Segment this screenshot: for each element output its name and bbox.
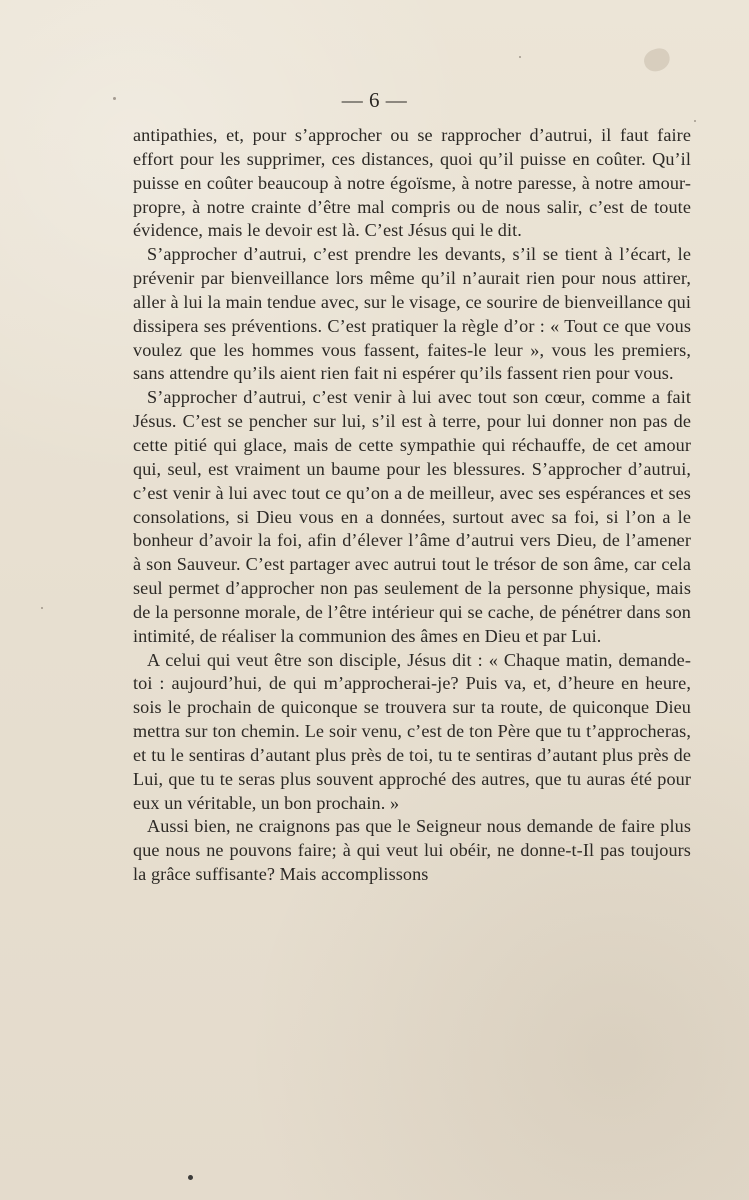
paper-speck	[41, 607, 43, 609]
paper-speck	[519, 56, 521, 58]
paragraph: antipathies, et, pour s’approcher ou se rapprocher d’autrui, il faut faire effort pour les supprimer, ces distances, quoi qu’il puisse en coûter. Qu’il puisse en coûter beaucoup à notre égoïsme, à notre paresse, à notre amour-propre, à notre crainte d’être mal compris ou de nous salir, c’est de toute évidence, mais le devoir est là. C’est Jésus qui le dit.	[133, 125, 691, 241]
paper-speck	[188, 1175, 193, 1180]
paragraph: S’approcher d’autrui, c’est prendre les devants, s’il se tient à l’écart, le prévenir par bienveillance lors même qu’il n’aurait rien pour nous attirer, aller à lui la main tendue avec, sur le visage, ce sourire de bienveillance qui dissipera ses préventions. C’est pratiquer la règle d’or : « Tout ce que vous voulez que les hommes vous fassent, faites-le leur », vous les premiers, sans attendre qu’ils aient rien fait ni espérer qu’ils fassent rien pour vous.	[133, 244, 691, 384]
paper-stain	[641, 46, 673, 75]
paragraph: S’approcher d’autrui, c’est venir à lui avec tout son cœur, comme a fait Jésus. C’est se pencher sur lui, s’il est à terre, pour lui donner non pas de cette pitié qui glace, mais de cette sympathie qui réchauffe, de cet amour qui, seul, est vraiment un baume pour les blessures. S’approcher d’autrui, c’est venir à lui avec tout ce qu’on a de meilleur, avec ses espérances et ses consolations, si Dieu vous en a données, surtout avec sa foi, si l’on a le bonheur d’avoir la foi, afin d’élever l’âme d’autrui vers Dieu, de l’amener à son Sauveur. C’est partager avec autrui tout le trésor de son âme, car cela seul permet d’approcher non pas seulement de la personne physique, mais de la personne morale, de l’être intérieur qui se cache, de pénétrer dans son intimité, de réaliser la communion des âmes en Dieu et par Lui.	[133, 387, 691, 646]
body-text	[133, 124, 691, 887]
page-number: — 6 —	[341, 88, 408, 112]
paragraph: A celui qui veut être son disciple, Jésus dit : « Chaque matin, demande-toi : aujourd’hui, de qui m’approcherai-je? Puis va, et, d’heure en heure, sois le prochain de quiconque se trouvera sur ta route, de quiconque Dieu mettra sur ton chemin. Le soir venu, c’est de ton Père que tu t’approcheras, et tu le sentiras d’autant plus près de toi, tu te sentiras d’autant plus près de Lui, que tu te seras plus souvent approché des autres, que tu auras été pour eux un véritable, un bon prochain. »	[133, 649, 691, 813]
paper-speck	[694, 120, 696, 122]
paragraph: Aussi bien, ne craignons pas que le Seigneur nous demande de faire plus que nous ne pouvons faire; à qui veut lui obéir, ne donne-t-Il pas toujours la grâce suffisante? Mais accomplissons	[133, 816, 691, 885]
